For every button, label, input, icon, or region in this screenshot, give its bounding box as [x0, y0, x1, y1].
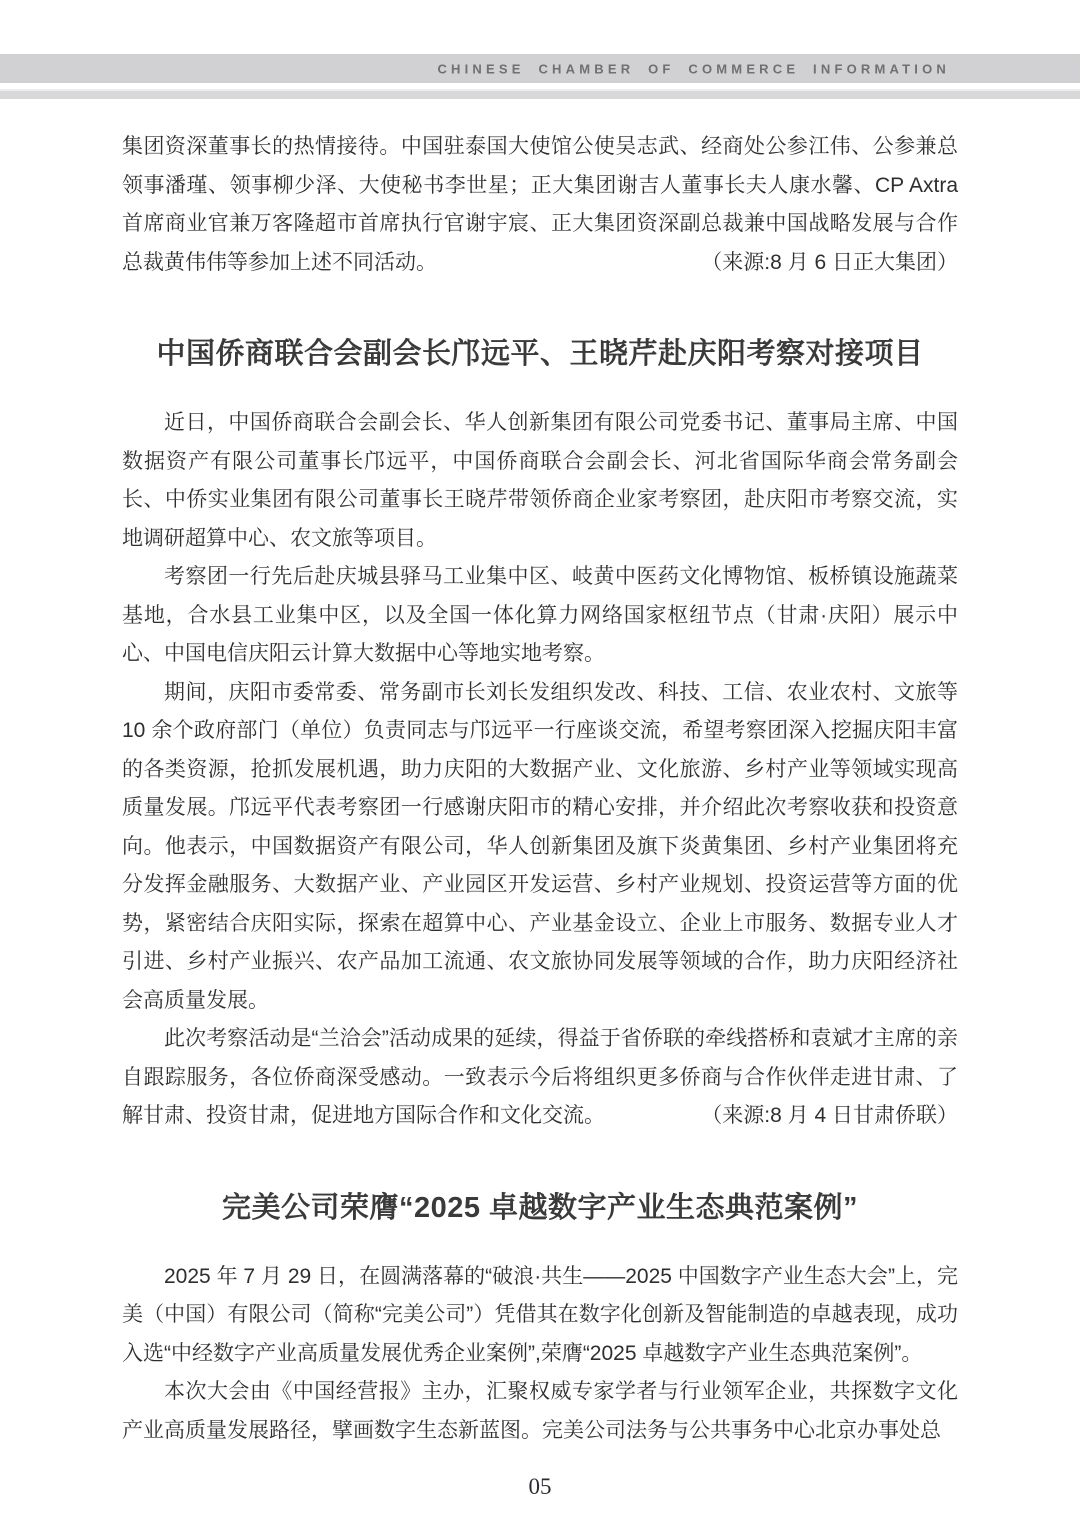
paragraph-continuation: [122, 128, 958, 282]
paragraph-text: 2025 年 7 月 29 日，在圆满落幕的“破浪·共生——2025 中国数字产业生态大会”上，完美（中国）有限公司（简称“完美公司”）凭借其在数字化创新及智能制造的卓越表现，成功入选“中经数字产业高质量发展优秀企业案例”,荣膺“2025 卓越数字产业生态典范案例”。: [122, 1264, 958, 1365]
paragraph: [122, 674, 958, 1021]
paragraph: [122, 1020, 958, 1136]
header-band-title: CHINESE CHAMBER OF COMMERCE INFORMATION: [437, 61, 950, 76]
paragraph-text: 此次考察活动是“兰洽会”活动成果的延续，得益于省侨联的牵线搭桥和袁斌才主席的亲自跟踪服务，各位侨商深受感动。一致表示今后将组织更多侨商与合作伙伴走进甘肃、了解甘肃、投资甘肃，促进地方国际合作和文化交流。: [122, 1027, 958, 1127]
source-ref-gansu: （来源:8 月 4 日甘肃侨联）: [701, 1104, 958, 1127]
paragraph-text: 本次大会由《中国经营报》主办，汇聚权威专家学者与行业领军企业，共探数字文化产业高质量发展路径，擘画数字生态新蓝图。完美公司法务与公共事务中心北京办事处总: [122, 1380, 958, 1442]
paragraph-text: 期间，庆阳市委常委、常务副市长刘长发组织发改、科技、工信、农业农村、文旅等 10 余个政府部门（单位）负责同志与邝远平一行座谈交流，希望考察团深入挖掘庆阳丰富的各类资源，抢抓发展机遇，助力庆阳的大数据产业、文化旅游、乡村产业等领域实现高质量发展。邝远平代表考察团一行感谢庆阳市的精心安排，并介绍此次考察收获和投资意向。他表示，中国数据资产有限公司，华人创新集团及旗下炎黄集团、乡村产业集团将充分发挥金融服务、大数据产业、产业园区开发运营、乡村产业规划、投资运营等方面的优势，紧密结合庆阳实际，探索在超算中心、产业基金设立、企业上市服务、数据专业人才引进、乡村产业振兴、农产品加工流通、农文旅协同发展等领域的合作，助力庆阳经济社会高质量发展。: [122, 680, 958, 1012]
page-content: [122, 128, 958, 1450]
paragraph-text: 集团资深董事长的热情接待。中国驻泰国大使馆公使吴志武、经商处公参江伟、公参兼总领事潘瑾、领事柳少泽、大使秘书李世星；正大集团谢吉人董事长夫人康水馨、CP Axtra 首席商业官兼万客隆超市首席执行官谢宇宸、正大集团资深副总裁兼中国战略发展与合作总裁黄伟伟等参加上述不同活动。: [122, 135, 958, 274]
article-heading-qingyang: 中国侨商联合会副会长邝远平、王晓芹赴庆阳考察对接项目: [156, 338, 924, 370]
article-heading-perfect-company: 完美公司荣膺“2025 卓越数字产业生态典范案例”: [221, 1191, 859, 1224]
header-band-thin: [0, 89, 1080, 99]
paragraph: [122, 1258, 958, 1374]
paragraph-text: 近日，中国侨商联合会副会长、华人创新集团有限公司党委书记、董事局主席、中国数据资产有限公司董事长邝远平，中国侨商联合会副会长、河北省国际华商会常务副会长、中侨实业集团有限公司董事长王晓芹带领侨商企业家考察团，赴庆阳市考察交流，实地调研超算中心、农文旅等项目。: [122, 411, 958, 550]
paragraph: [122, 404, 958, 558]
header-band: [0, 54, 1080, 83]
source-ref-zhengda: （来源:8 月 6 日正大集团）: [701, 250, 958, 274]
paragraph: [122, 558, 958, 674]
paragraph: [122, 1373, 958, 1450]
paragraph-text: 考察团一行先后赴庆城县驿马工业集中区、岐黄中医药文化博物馆、板桥镇设施蔬菜基地，合水县工业集中区，以及全国一体化算力网络国家枢纽节点（甘肃·庆阳）展示中心、中国电信庆阳云计算大数据中心等地实地考察。: [122, 565, 958, 665]
page-number: 05: [528, 1474, 552, 1499]
